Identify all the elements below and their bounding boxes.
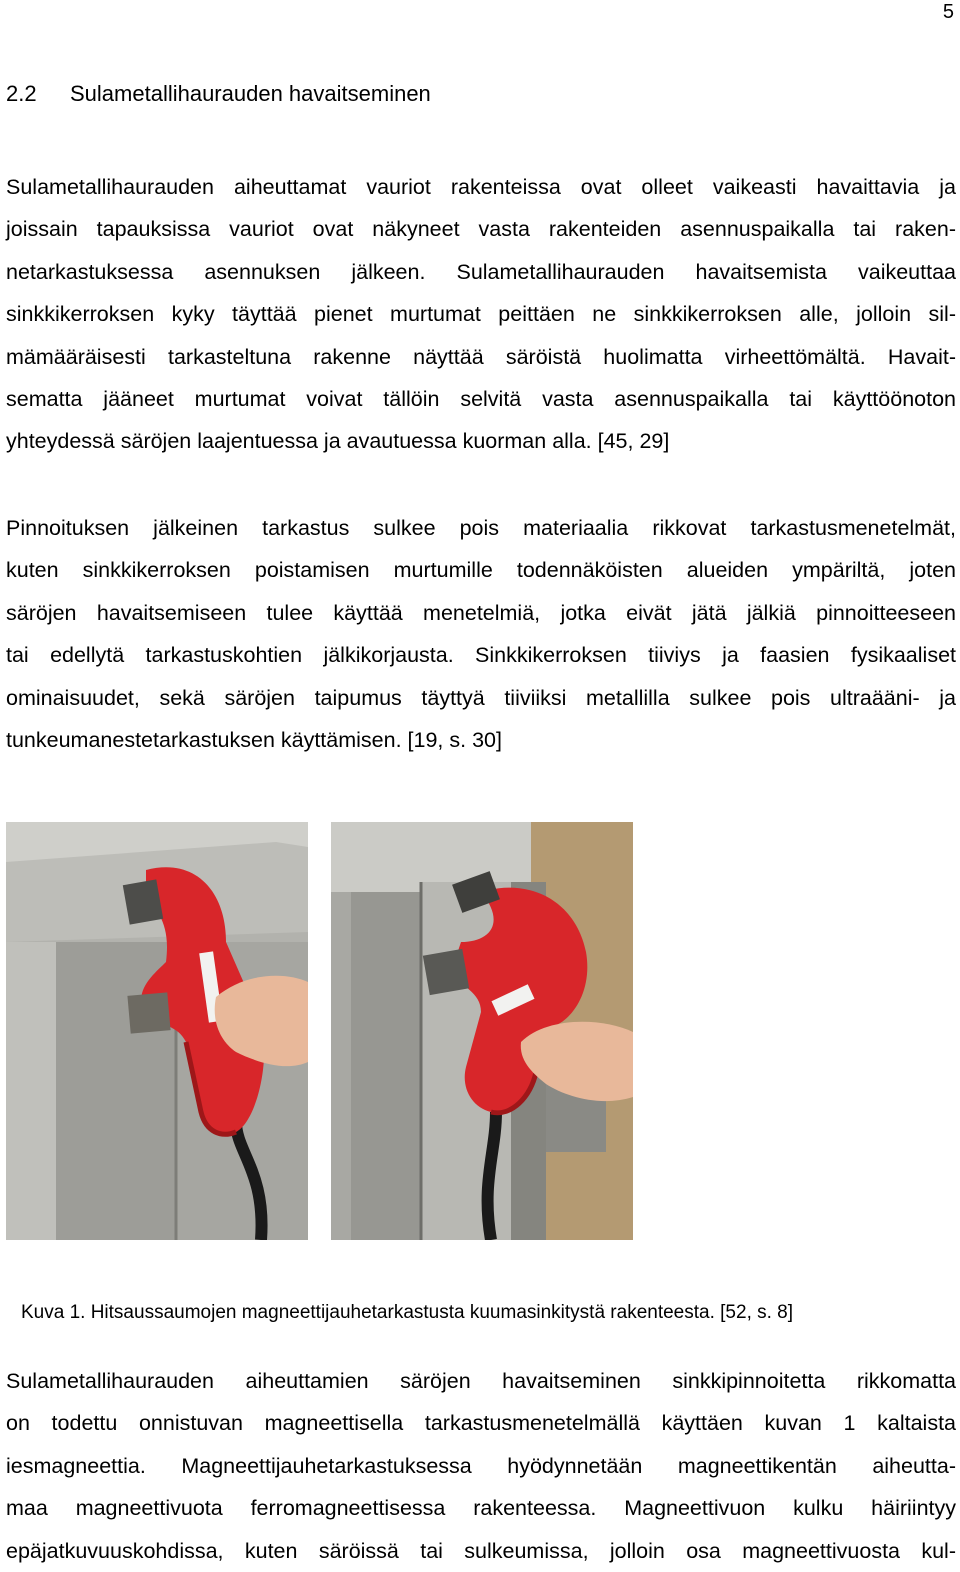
paragraph-line: Sulametallihaurauden aiheuttamien säröjen havaitseminen sinkkipinnoitetta rikkomatta [6,1369,956,1393]
paragraph-line: epäjatkuvuuskohdissa, kuten säröissä tai sulkeumissa, jolloin osa magneettivuosta kul- [6,1538,956,1563]
section-title: Sulametallihaurauden havaitseminen [70,81,431,106]
paragraph-line: iesmagneettia. Magneettijauhetarkastuksessa hyödynnetään magneettikentän aiheutta- [6,1453,956,1478]
paragraph-line: kuten sinkkikerroksen poistamisen murtumille todennäköisten alueiden ympäriltä, joten [6,558,956,583]
body-paragraph [6,1360,956,1572]
paragraph-line: tunkeumanestetarkastuksen käyttämisen. [19, s. 30] [6,727,502,752]
paragraph-line: sinkkikerroksen kyky täyttää pienet murtumat peittäen ne sinkkikerroksen alle, jolloin sil- [6,302,956,327]
page-number: 5 [942,1,954,23]
paragraph-line: on todettu onnistuvan magneettisella tarkastusmenetelmällä käyttäen kuvan 1 kaltaista [6,1411,956,1436]
paragraph-line: netarkastuksessa asennuksen jälkeen. Sulametallihaurauden havaitsemista vaikeuttaa [6,259,956,284]
body-paragraph [6,166,956,463]
paragraph-line: maa magneettivuota ferromagneettisessa rakenteessa. Magneettivuon kulku häiriintyy [6,1496,956,1521]
figure-caption: Kuva 1. Hitsaussaumojen magneettijauhetarkastusta kuumasinkitystä rakenteesta. [52, s. 8] [21,1302,794,1323]
paragraph-line: sematta jääneet murtumat voivat tällöin selvitä vasta asennuspaikalla tai käyttöönoton [6,386,956,411]
figure-photo-right [331,822,633,1240]
paragraph-line: mämääräisesti tarkasteltuna rakenne näyttää säröistä huolimatta virheettömältä. Havait- [6,344,956,369]
paragraph-line: joissain tapauksissa vauriot ovat näkyneet vasta rakenteiden asennuspaikalla tai raken- [6,217,956,242]
paragraph-line: ominaisuudet, sekä säröjen taipumus täyttyä tiiviiksi metallilla sulkee pois ultraääni- ja [6,685,956,710]
paragraph-line: tai edellytä tarkastuskohtien jälkikorjausta. Sinkkikerroksen tiiviys ja faasien fysikaaliset [6,643,956,668]
paragraph-line: Sulametallihaurauden aiheuttamat vauriot rakenteissa ovat olleet vaikeasti havaittavia ja [6,175,956,199]
paragraph-line: Pinnoituksen jälkeinen tarkastus sulkee pois materiaalia rikkovat tarkastusmenetelmät, [6,516,956,540]
section-heading [6,78,431,110]
figure-photo-left [6,822,308,1240]
yoke-photo-illustration [331,822,633,1240]
paragraph-line: yhteydessä säröjen laajentuessa ja avautuessa kuorman alla. [45, 29] [6,429,670,454]
paragraph-line: säröjen havaitsemiseen tulee käyttää menetelmiä, jotka eivät jätä jälkiä pinnoitteeseen [6,600,956,625]
section-number: 2.2 [6,81,37,106]
body-paragraph [6,507,956,761]
yoke-photo-illustration [6,822,308,1240]
